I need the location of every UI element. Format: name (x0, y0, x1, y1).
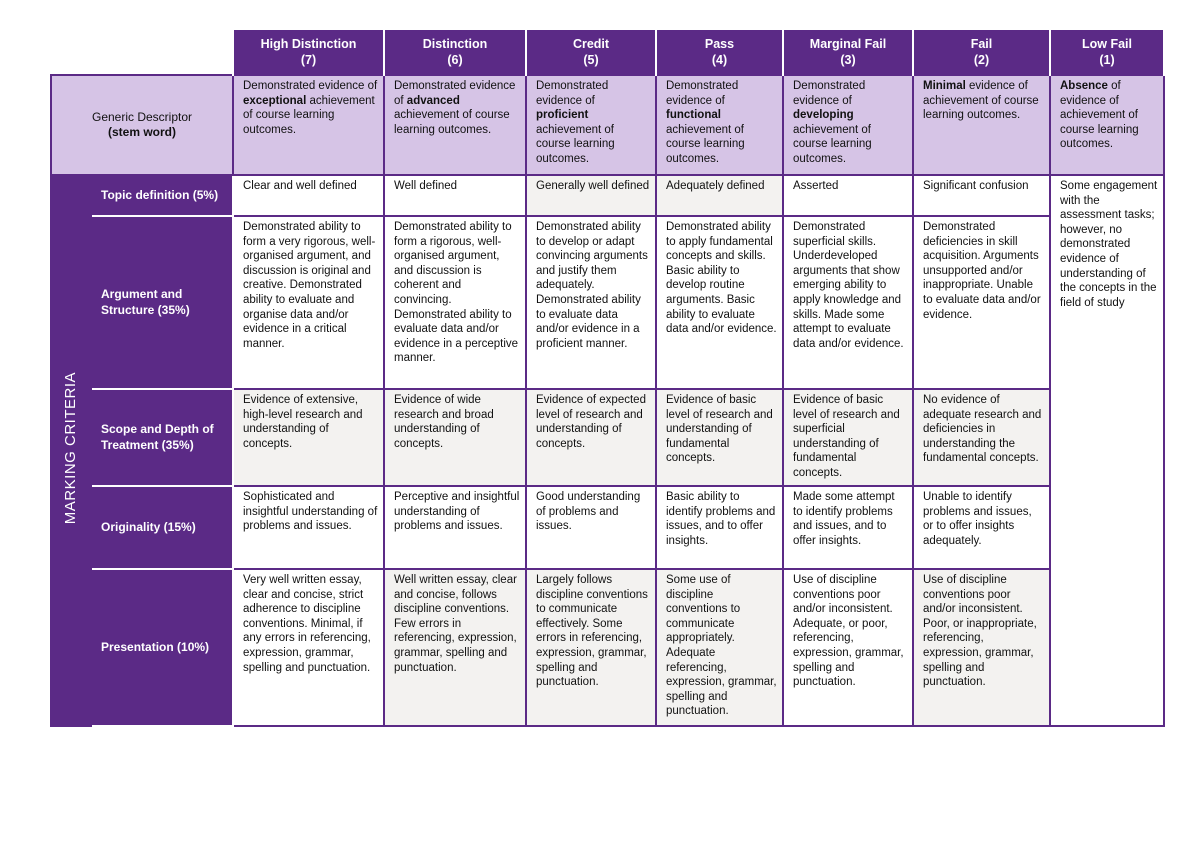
descriptor-label-text: Generic Descriptor (91, 109, 193, 124)
level-header-pass (656, 30, 783, 75)
descriptor-post: achievement of course learning outcomes. (536, 123, 615, 165)
criterion-cell: Unable to identify problems and issues, or to offer insights adequately. (913, 486, 1050, 569)
descriptor-pre: Demonstrated evidence of (536, 80, 609, 107)
criterion-cell: Clear and well defined (233, 175, 384, 216)
descriptor-low-fail (1050, 75, 1164, 175)
descriptor-pre: Demonstrated evidence of (793, 80, 866, 107)
criterion-cell: Evidence of extensive, high-level research and understanding of concepts. (233, 389, 384, 486)
criterion-name: Originality (15%) (91, 486, 233, 569)
level-name: High Distinction (260, 36, 357, 51)
criterion-cell: Use of discipline conventions poor and/or inconsistent. Adequate, or poor, referencing, expression, grammar, spelling and punctuation. (783, 569, 913, 726)
criterion-cell: Demonstrated ability to apply fundamental concepts and skills. Basic ability to develop routine arguments. Basic ability to evaluate data and/or evidence. (656, 216, 783, 389)
generic-descriptor-row (51, 75, 1164, 175)
descriptor-post: achievement of course learning outcomes. (243, 94, 375, 136)
descriptor-pre: Demonstrated evidence of (394, 80, 516, 107)
criterion-cell: Significant confusion (913, 175, 1050, 216)
descriptor-stem-word: advanced (406, 94, 460, 107)
level-header-distinction (384, 30, 526, 75)
level-score: (6) (447, 53, 463, 67)
level-score: (3) (840, 53, 856, 67)
descriptor-post: evidence of achievement of course learning outcomes. (923, 80, 1039, 122)
criterion-cell: Perceptive and insightful understanding of problems and issues. (384, 486, 526, 569)
descriptor-credit (526, 75, 656, 175)
criterion-cell: Evidence of basic level of research and understanding of fundamental concepts. (656, 389, 783, 486)
descriptor-stem-word: Minimal (923, 80, 966, 92)
level-name: Pass (704, 36, 735, 51)
criterion-cell: Demonstrated ability to form a very rigorous, well-organised argument, and discussion is original and creative. Demonstrated ability to evaluate and organise data and/or evidence in a critical manner. (233, 216, 384, 389)
criterion-row-presentation (51, 569, 1164, 726)
criterion-cell: Very well written essay, clear and concise, strict adherence to discipline conventions. Minimal, if any errors in referencing, expression, grammar, spelling and punctuation. (233, 569, 384, 726)
criterion-cell: Evidence of expected level of research and understanding of concepts. (526, 389, 656, 486)
descriptor-post: of evidence of achievement of course learning outcomes. (1060, 80, 1139, 151)
criterion-cell: Some use of discipline conventions to communicate appropriately. Adequate referencing, expression, grammar, spelling and punctuation. (656, 569, 783, 726)
criterion-cell: Well defined (384, 175, 526, 216)
level-score: (5) (583, 53, 599, 67)
criterion-cell: Evidence of wide research and broad understanding of concepts. (384, 389, 526, 486)
descriptor-stem-word: proficient (536, 109, 589, 122)
descriptor-high-distinction (233, 75, 384, 175)
criterion-row-scope-depth (51, 389, 1164, 486)
marking-rubric-table (50, 30, 1165, 727)
criterion-row-originality (51, 486, 1164, 569)
descriptor-pre: Demonstrated evidence of (666, 80, 739, 107)
low-fail-cell: Some engagement with the assessment tasks; however, no demonstrated evidence of understanding of the concepts in the field of study (1050, 175, 1164, 726)
level-name: Distinction (422, 36, 488, 51)
level-score: (4) (711, 53, 728, 67)
criterion-name: Scope and Depth of Treatment (35%) (91, 389, 233, 486)
level-score: (7) (300, 53, 317, 67)
descriptor-fail (913, 75, 1050, 175)
stem-word-label: (stem word) (107, 125, 176, 139)
criterion-cell: Basic ability to identify problems and issues, and to offer insights. (656, 486, 783, 569)
criterion-cell: Demonstrated ability to form a rigorous, well-organised argument, and discussion is coherent and convincing. Demonstrated ability to evaluate data and/or evidence in a perceptive manner. (384, 216, 526, 389)
header-blank-corner (51, 30, 233, 75)
criterion-cell: No evidence of adequate research and deficiencies in understanding the fundamental concepts. (913, 389, 1050, 486)
criterion-cell: Sophisticated and insightful understanding of problems and issues. (233, 486, 384, 569)
criterion-name: Presentation (10%) (91, 569, 233, 726)
level-header-high-distinction (233, 30, 384, 75)
criterion-cell: Largely follows discipline conventions to communicate effectively. Some errors in referencing, expression, grammar, spelling and punctuation. (526, 569, 656, 726)
descriptor-post: achievement of course learning outcomes. (793, 123, 872, 165)
level-score: (2) (973, 53, 990, 67)
criterion-cell: Well written essay, clear and concise, follows discipline conventions. Few errors in referencing, expression, grammar, spelling and punctuation. (384, 569, 526, 726)
descriptor-stem-word: exceptional (243, 94, 307, 107)
criterion-cell: Made some attempt to identify problems and issues, and to offer insights. (783, 486, 913, 569)
level-name: Marginal Fail (809, 36, 887, 51)
descriptor-stem-word: Absence (1060, 80, 1108, 92)
criterion-cell: Generally well defined (526, 175, 656, 216)
criterion-cell: Demonstrated deficiencies in skill acquisition. Arguments unsupported and/or inappropriate. Unable to evaluate data and/or evidence. (913, 216, 1050, 389)
marking-criteria-side-label (51, 175, 91, 726)
criterion-cell: Demonstrated superficial skills. Underdeveloped arguments that show emerging ability to apply knowledge and skills. Made some attempt to evaluate data and/or evidence. (783, 216, 913, 389)
criterion-cell: Adequately defined (656, 175, 783, 216)
criterion-name: Argument and Structure (35%) (91, 216, 233, 389)
criterion-cell: Use of discipline conventions poor and/or inconsistent. Poor, or inappropriate, referencing, expression, grammar, spelling and punctuation. (913, 569, 1050, 726)
level-header-fail (913, 30, 1050, 75)
level-name: Fail (970, 36, 993, 51)
generic-descriptor-label (51, 75, 233, 175)
level-header-row (51, 30, 1164, 75)
level-name: Low Fail (1082, 36, 1132, 51)
descriptor-marginal-fail (783, 75, 913, 175)
criterion-name: Topic definition (5%) (91, 175, 233, 216)
criterion-cell: Evidence of basic level of research and superficial understanding of fundamental concepts. (783, 389, 913, 486)
level-header-marginal-fail (783, 30, 913, 75)
level-header-credit (526, 30, 656, 75)
criterion-cell: Asserted (783, 175, 913, 216)
descriptor-pre: Demonstrated evidence of (243, 80, 378, 92)
descriptor-distinction (384, 75, 526, 175)
criterion-row-topic-definition (51, 175, 1164, 216)
descriptor-stem-word: functional (666, 109, 721, 122)
level-header-low-fail (1050, 30, 1164, 75)
level-name: Credit (572, 36, 610, 51)
descriptor-stem-word: developing (793, 109, 854, 122)
descriptor-post: achievement of course learning outcomes. (666, 123, 745, 165)
criterion-cell: Demonstrated ability to develop or adapt convincing arguments and justify them adequately. Demonstrated ability to evaluate data and/or evidence in a proficient manner. (526, 216, 656, 389)
side-label-text: MARKING CRITERIA (62, 372, 80, 525)
descriptor-post: achievement of course learning outcomes. (394, 109, 510, 136)
level-score: (1) (1099, 53, 1115, 67)
criterion-row-argument-structure (51, 216, 1164, 389)
criterion-cell: Good understanding of problems and issues. (526, 486, 656, 569)
descriptor-pass (656, 75, 783, 175)
